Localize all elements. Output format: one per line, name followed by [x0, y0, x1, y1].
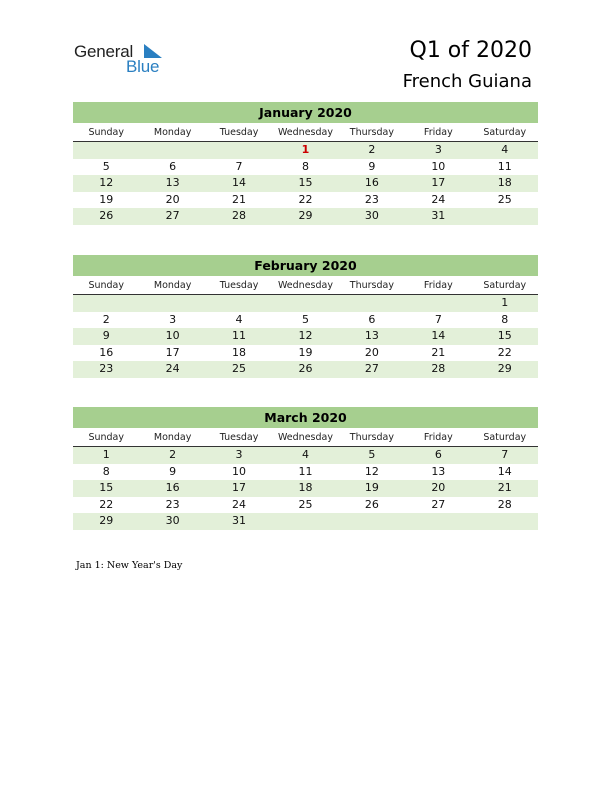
day-cell: 8	[501, 312, 509, 326]
day-cell: 8	[301, 159, 309, 173]
day-cell	[139, 295, 205, 312]
day-cell: 5	[301, 312, 309, 326]
day-cell: 1	[301, 143, 310, 156]
page-title: Q1 of 2020	[409, 38, 532, 63]
day-cell: 1	[501, 296, 509, 309]
day-cell: 16	[165, 481, 180, 494]
day-cell: 6	[169, 159, 177, 173]
day-cell: 22	[497, 345, 512, 359]
day-cell: 12	[364, 464, 379, 478]
day-cell: 3	[434, 143, 442, 156]
month-block	[73, 102, 538, 225]
day-cell: 14	[497, 464, 512, 478]
weekday-label: Tuesday	[219, 127, 259, 138]
day-cell: 24	[232, 497, 247, 511]
logo	[74, 42, 174, 78]
weekday-label: Saturday	[483, 280, 527, 291]
weekday-label: Tuesday	[219, 280, 259, 291]
week-row	[73, 447, 538, 464]
day-cell: 19	[99, 192, 114, 206]
day-cell: 3	[235, 448, 243, 461]
day-cell: 8	[102, 464, 110, 478]
weekday-row	[73, 429, 538, 447]
week-row	[73, 513, 538, 530]
week-row	[73, 159, 538, 176]
day-cell: 9	[169, 464, 177, 478]
day-cell: 13	[364, 329, 379, 342]
week-row	[73, 192, 538, 209]
day-cell: 21	[431, 345, 446, 359]
day-cell: 27	[431, 497, 446, 511]
day-cell: 2	[169, 448, 177, 461]
day-cell	[339, 513, 405, 530]
weekday-label: Wednesday	[277, 280, 333, 291]
day-cell: 6	[434, 448, 442, 461]
day-cell: 5	[368, 448, 376, 461]
day-cell: 18	[232, 345, 247, 359]
week-row	[73, 497, 538, 514]
day-cell: 17	[232, 481, 247, 494]
day-cell: 16	[364, 176, 379, 189]
day-cell: 20	[165, 192, 180, 206]
week-row	[73, 295, 538, 312]
day-cell: 17	[165, 345, 180, 359]
day-cell: 11	[298, 464, 313, 478]
day-cell: 10	[165, 329, 180, 342]
day-cell	[405, 513, 471, 530]
day-cell: 30	[165, 514, 180, 527]
logo-blue-text: Blue	[126, 57, 160, 76]
day-cell: 17	[431, 176, 446, 189]
day-cell: 5	[102, 159, 110, 173]
day-cell: 20	[364, 345, 379, 359]
weekday-label: Friday	[423, 280, 453, 291]
day-cell: 29	[298, 209, 313, 222]
weekday-label: Friday	[423, 432, 453, 443]
week-row	[73, 464, 538, 481]
day-cell	[472, 513, 538, 530]
week-row	[73, 208, 538, 225]
day-cell: 11	[497, 159, 512, 173]
day-cell: 16	[99, 345, 114, 359]
weekday-row	[73, 124, 538, 142]
day-cell	[472, 208, 538, 225]
day-cell: 29	[99, 514, 114, 527]
day-cell	[272, 295, 338, 312]
weekday-label: Monday	[153, 127, 192, 138]
day-cell: 15	[497, 329, 512, 342]
day-cell	[73, 142, 139, 159]
day-cell: 7	[235, 159, 243, 173]
day-cell: 28	[232, 209, 247, 222]
day-cell: 31	[232, 514, 247, 527]
day-cell: 27	[364, 362, 379, 375]
day-cell: 13	[431, 464, 446, 478]
day-cell: 9	[102, 329, 110, 342]
day-cell: 7	[501, 448, 509, 461]
day-cell: 20	[431, 481, 446, 494]
day-cell	[73, 295, 139, 312]
day-cell: 29	[497, 362, 512, 375]
day-cell: 19	[364, 481, 379, 494]
month-header: January 2020	[73, 102, 538, 123]
day-cell: 25	[232, 362, 247, 375]
day-cell: 7	[434, 312, 442, 326]
day-cell: 28	[431, 362, 446, 375]
day-cell: 12	[298, 329, 313, 342]
day-cell: 23	[99, 362, 114, 375]
month-block	[73, 255, 538, 378]
day-cell: 14	[431, 329, 446, 342]
weekday-label: Saturday	[483, 127, 527, 138]
day-cell: 18	[497, 176, 512, 189]
day-cell	[206, 142, 272, 159]
day-cell: 2	[102, 312, 110, 326]
month-header: February 2020	[73, 255, 538, 276]
week-row	[73, 361, 538, 378]
weekday-label: Tuesday	[219, 432, 259, 443]
weekday-label: Saturday	[483, 432, 527, 443]
day-cell: 9	[368, 159, 376, 173]
day-cell: 10	[431, 159, 446, 173]
day-cell: 21	[232, 192, 247, 206]
day-cell	[139, 142, 205, 159]
month-header: March 2020	[73, 407, 538, 428]
week-row	[73, 328, 538, 345]
day-cell: 28	[497, 497, 512, 511]
day-cell: 23	[364, 192, 379, 206]
day-cell: 24	[165, 362, 180, 375]
month-block	[73, 407, 538, 530]
day-cell: 10	[232, 464, 247, 478]
week-row	[73, 312, 538, 329]
day-cell: 13	[165, 176, 180, 189]
weekday-label: Monday	[153, 280, 192, 291]
weekday-label: Thursday	[349, 127, 394, 138]
day-cell: 11	[232, 329, 247, 342]
day-cell: 4	[501, 143, 509, 156]
day-cell: 18	[298, 481, 313, 494]
weekday-label: Thursday	[349, 280, 394, 291]
weekday-label: Wednesday	[277, 127, 333, 138]
week-row	[73, 345, 538, 362]
day-cell	[405, 295, 471, 312]
weekday-label: Thursday	[349, 432, 394, 443]
weekday-label: Sunday	[88, 432, 124, 443]
day-cell: 25	[298, 497, 313, 511]
holiday-note: Jan 1: New Year's Day	[76, 560, 183, 571]
day-cell: 6	[368, 312, 376, 326]
page-subtitle: French Guiana	[402, 71, 532, 92]
day-cell: 23	[165, 497, 180, 511]
day-cell: 30	[364, 209, 379, 222]
weekday-label: Sunday	[88, 127, 124, 138]
day-cell: 2	[368, 143, 376, 156]
day-cell: 22	[298, 192, 313, 206]
day-cell: 22	[99, 497, 114, 511]
day-cell: 19	[298, 345, 313, 359]
day-cell: 27	[165, 209, 180, 222]
day-cell: 26	[364, 497, 379, 511]
day-cell	[272, 513, 338, 530]
weekday-label: Sunday	[88, 280, 124, 291]
weekday-label: Friday	[423, 127, 453, 138]
day-cell: 12	[99, 176, 114, 189]
day-cell: 14	[232, 176, 247, 189]
day-cell: 4	[235, 312, 243, 326]
weekday-row	[73, 277, 538, 295]
day-cell: 15	[99, 481, 114, 494]
day-cell: 25	[497, 192, 512, 206]
holiday-notes	[76, 560, 182, 571]
day-cell: 21	[497, 481, 512, 494]
day-cell: 26	[298, 362, 313, 375]
day-cell: 15	[298, 176, 313, 189]
weekday-label: Wednesday	[277, 432, 333, 443]
week-row	[73, 142, 538, 159]
week-row	[73, 480, 538, 497]
day-cell: 26	[99, 209, 114, 222]
day-cell: 31	[431, 209, 446, 222]
day-cell	[339, 295, 405, 312]
day-cell: 24	[431, 192, 446, 206]
week-row	[73, 175, 538, 192]
day-cell: 1	[102, 448, 110, 461]
day-cell	[206, 295, 272, 312]
day-cell: 4	[301, 448, 309, 461]
logo-general-text: General	[74, 42, 134, 61]
day-cell: 3	[169, 312, 177, 326]
weekday-label: Monday	[153, 432, 192, 443]
